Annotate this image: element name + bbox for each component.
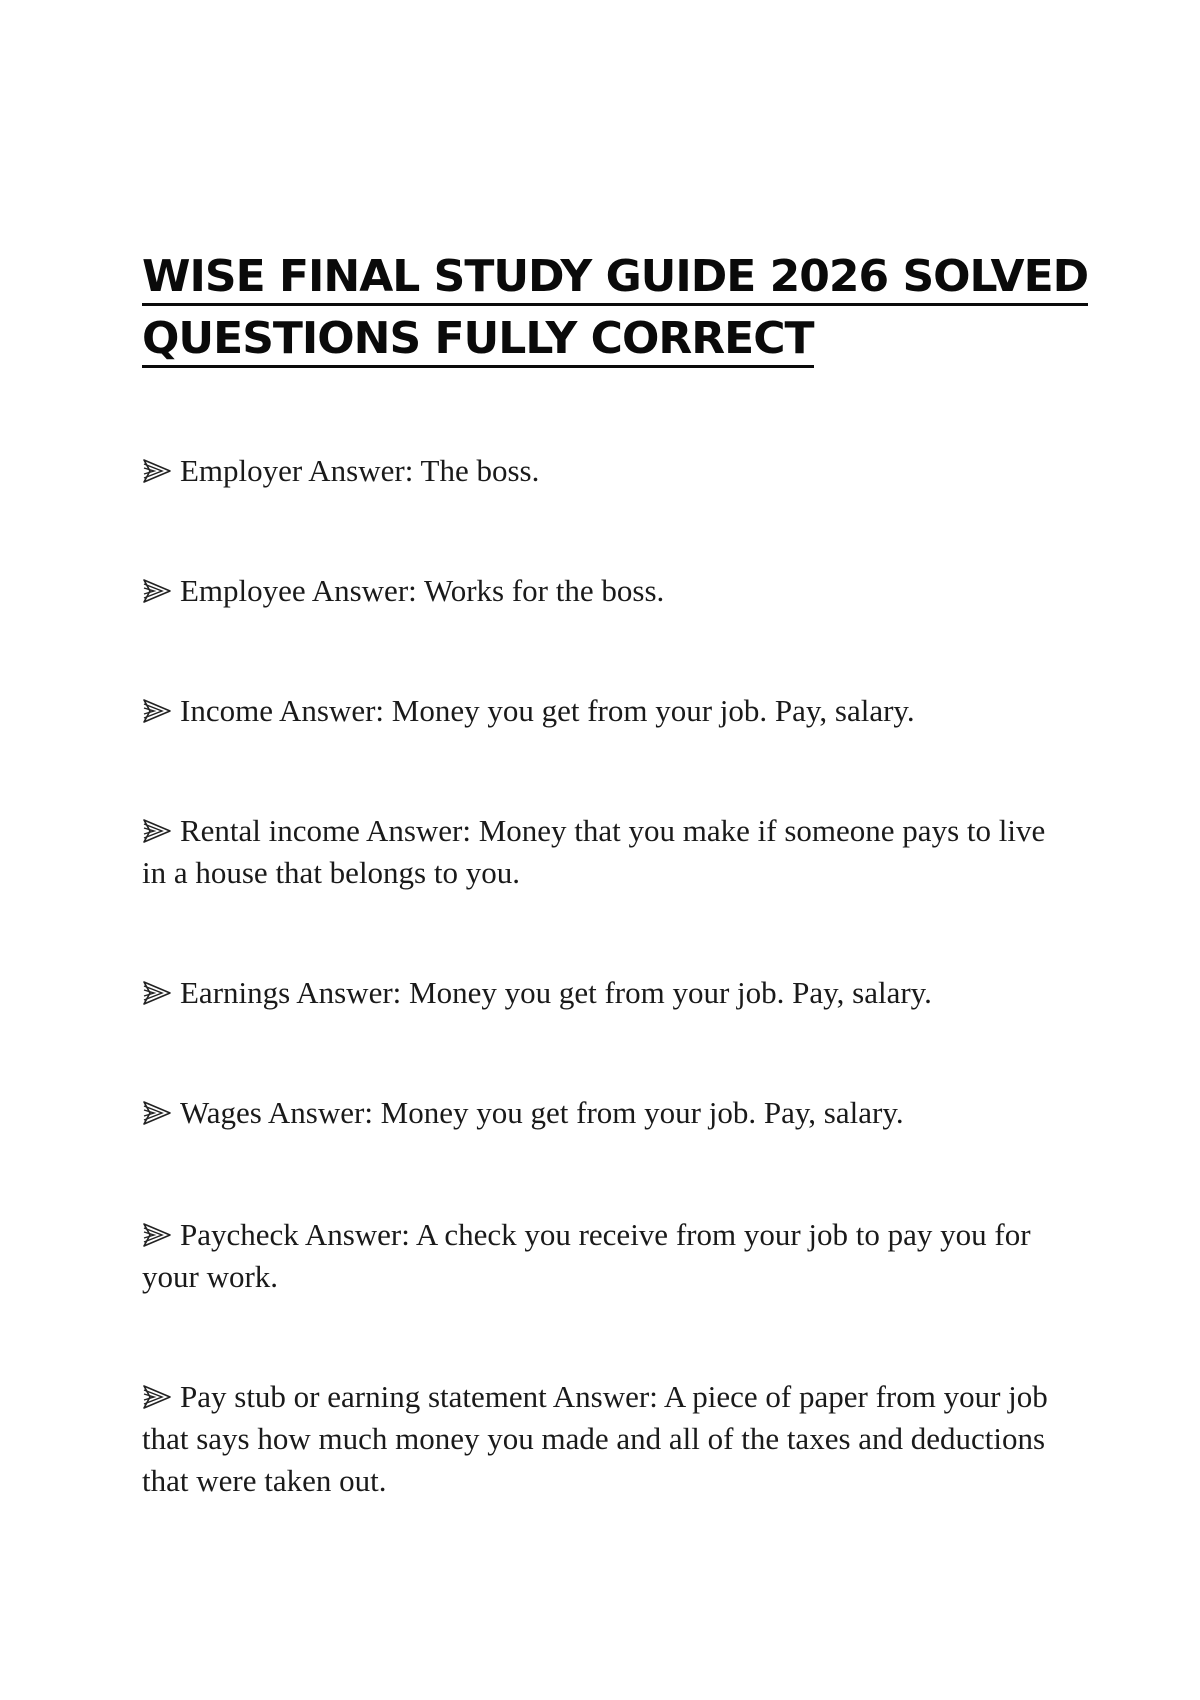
entry-text: Employee Answer: Works for the boss. <box>180 573 665 608</box>
entry-text: Pay stub or earning statement Answer: A piece of paper from your job that says how much money you made and all of the taxes and deductions that were taken out. <box>142 1379 1048 1498</box>
arrow-bullet-icon <box>142 698 172 724</box>
qa-entry-pay-stub <box>142 1376 1072 1502</box>
qa-entry-paycheck <box>142 1214 1072 1298</box>
entry-text: Paycheck Answer: A check you receive from your job to pay you for your work. <box>142 1217 1031 1294</box>
arrow-bullet-icon <box>142 578 172 604</box>
entry-text: Wages Answer: Money you get from your job. Pay, salary. <box>180 1095 904 1130</box>
title-line-1: WISE FINAL STUDY GUIDE 2026 SOLVED <box>142 251 1088 306</box>
entry-text: Rental income Answer: Money that you make if someone pays to live in a house that belongs to you. <box>142 813 1046 890</box>
entry-text: Income Answer: Money you get from your job. Pay, salary. <box>180 693 915 728</box>
qa-entry-earnings <box>142 972 1072 1014</box>
document-title <box>142 248 1089 372</box>
entry-text: Employer Answer: The boss. <box>180 453 540 488</box>
qa-entry-income <box>142 690 1072 732</box>
qa-entry-employer <box>142 450 1072 492</box>
arrow-bullet-icon <box>142 980 172 1006</box>
arrow-bullet-icon <box>142 1100 172 1126</box>
arrow-bullet-icon <box>142 1384 172 1410</box>
qa-entry-rental-income <box>142 810 1072 894</box>
arrow-bullet-icon <box>142 1222 172 1248</box>
arrow-bullet-icon <box>142 818 172 844</box>
title-line-2: QUESTIONS FULLY CORRECT <box>142 313 814 368</box>
qa-entry-employee <box>142 570 1072 612</box>
entry-text: Earnings Answer: Money you get from your job. Pay, salary. <box>180 975 932 1010</box>
arrow-bullet-icon <box>142 458 172 484</box>
qa-entry-wages <box>142 1092 1072 1134</box>
